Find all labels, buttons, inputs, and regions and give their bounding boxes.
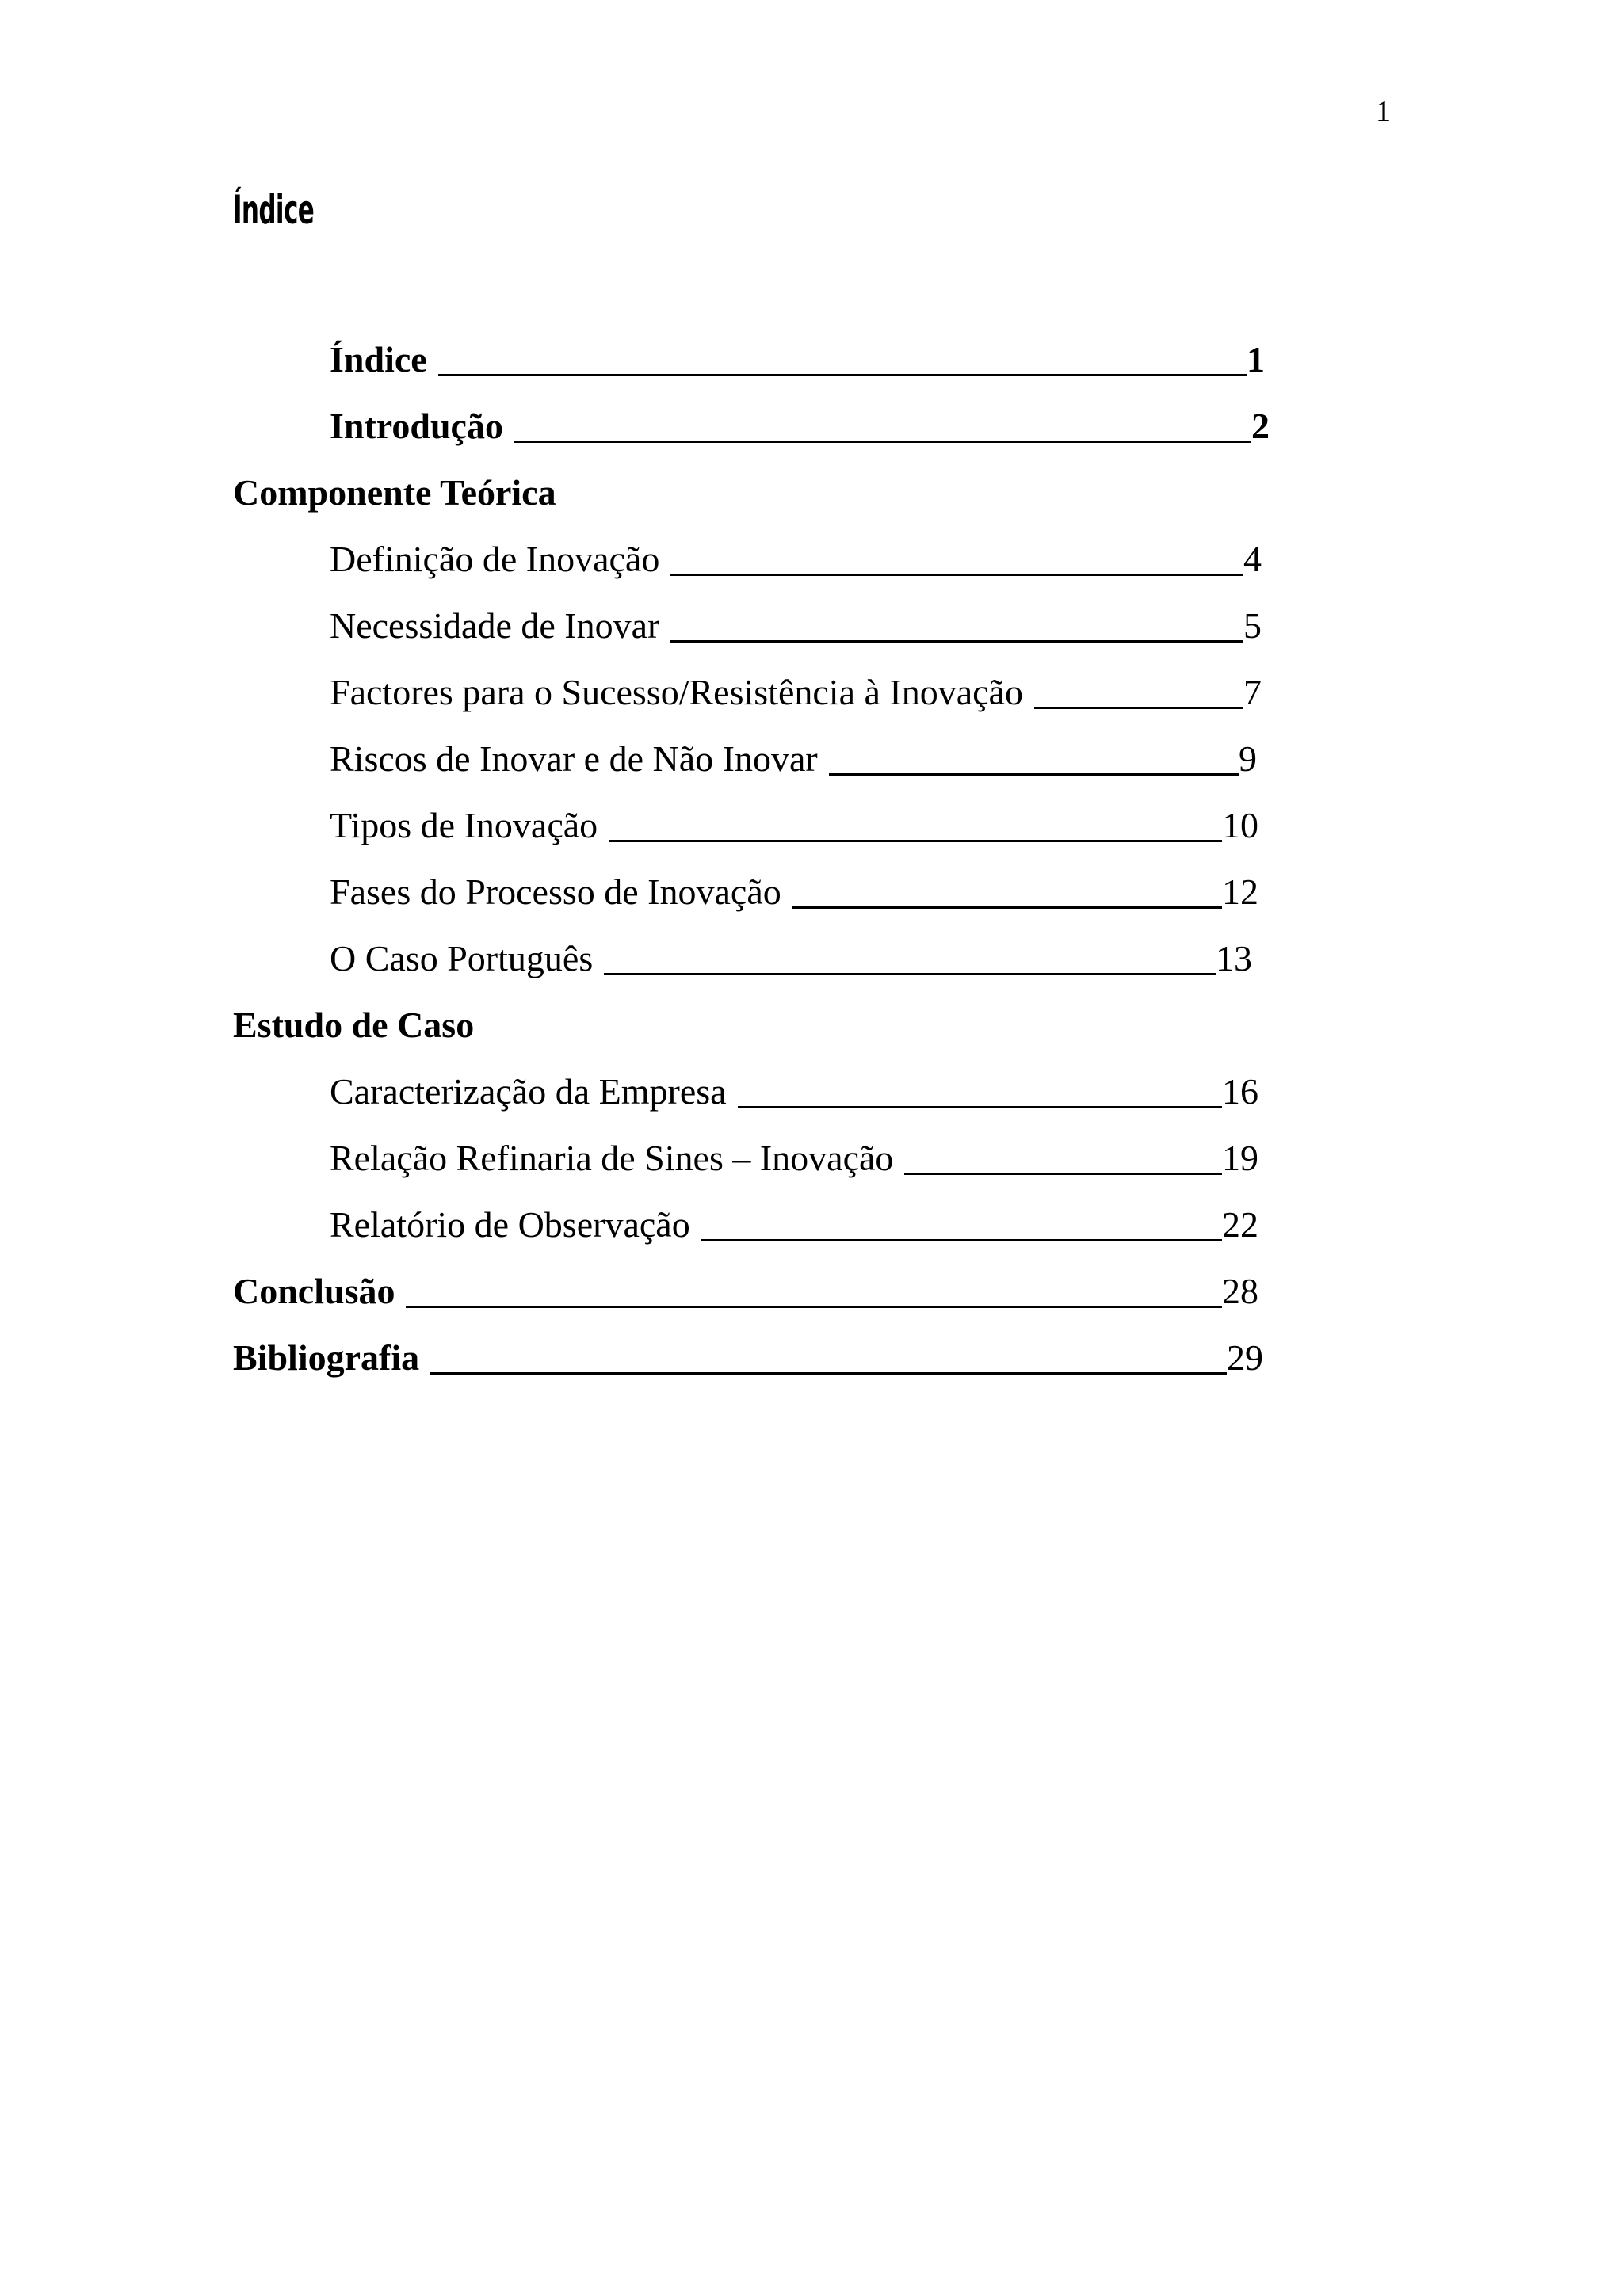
toc-leader-line [829,773,1239,776]
toc-entry-indice[interactable] [330,339,1265,381]
toc-entry-title: Definição de Inovação [330,539,660,579]
toc-entry-title: Tipos de Inovação [330,805,598,845]
toc-entry-page: 10 [1222,805,1258,845]
toc-entry-caso-portugues[interactable] [330,938,1252,980]
toc-entry-title: Relatório de Observação [330,1204,690,1245]
toc-entry-title: Introdução [330,406,503,446]
toc-leader-line [604,973,1216,975]
toc-section-estudo-de-caso: Estudo de Caso [233,1005,475,1045]
toc-leader-line [430,1372,1227,1375]
toc-entry-page: 4 [1243,539,1262,579]
toc-leader-line [609,840,1222,842]
toc-leader-line [438,374,1247,376]
page-title: Índice [233,187,315,233]
toc-entry-page: 12 [1222,871,1258,912]
toc-entry-title: Fases do Processo de Inovação [330,871,781,912]
toc-entry-factores[interactable] [330,672,1262,714]
toc-leader-line [792,906,1222,909]
toc-entry-title: Riscos de Inovar e de Não Inovar [330,738,818,779]
toc-leader-line [670,640,1243,643]
toc-entry-page: 16 [1222,1071,1258,1112]
toc-entry-title: Conclusão [233,1271,395,1311]
toc-entry-title: Índice [330,339,427,379]
toc-entry-fases[interactable] [330,871,1258,913]
toc-entry-caracterizacao[interactable] [330,1071,1258,1113]
toc-entry-page: 7 [1243,672,1262,712]
toc-entry-page: 29 [1227,1337,1263,1378]
toc-entry-title: Relação Refinaria de Sines – Inovação [330,1138,894,1178]
toc-entry-title: Caracterização da Empresa [330,1071,727,1112]
toc-entry-page: 9 [1239,738,1257,779]
toc-entry-riscos[interactable] [330,738,1257,780]
toc-leader-line [701,1239,1222,1241]
toc-entry-conclusao[interactable] [233,1271,1258,1313]
toc-leader-line [1034,707,1243,709]
toc-entry-bibliografia[interactable] [233,1337,1263,1379]
toc-entry-page: 22 [1222,1204,1258,1245]
toc-entry-definicao[interactable] [330,539,1262,581]
toc-entry-relacao[interactable] [330,1138,1258,1180]
toc-entry-page: 5 [1243,605,1262,646]
toc-entry-page: 28 [1222,1271,1258,1311]
toc-leader-line [670,574,1243,576]
toc-entry-page: 2 [1251,406,1270,446]
toc-entry-introducao[interactable] [330,406,1270,448]
toc-entry-title: Factores para o Sucesso/Resistência à Inovação [330,672,1023,712]
toc-leader-line [514,441,1251,443]
toc-entry-page: 1 [1247,339,1265,379]
page-number: 1 [1376,95,1391,128]
toc-leader-line [738,1106,1222,1108]
toc-entry-title: O Caso Português [330,938,594,978]
toc-section-componente-teorica: Componente Teórica [233,472,556,513]
toc-entry-page: 13 [1216,938,1252,978]
toc-entry-page: 19 [1222,1138,1258,1178]
toc-entry-tipos[interactable] [330,805,1258,847]
toc-entry-necessidade[interactable] [330,605,1262,647]
toc-leader-line [406,1306,1222,1308]
toc-entry-title: Necessidade de Inovar [330,605,660,646]
toc-entry-title: Bibliografia [233,1337,420,1378]
toc-leader-line [904,1173,1222,1175]
toc-entry-relatorio[interactable] [330,1204,1258,1246]
